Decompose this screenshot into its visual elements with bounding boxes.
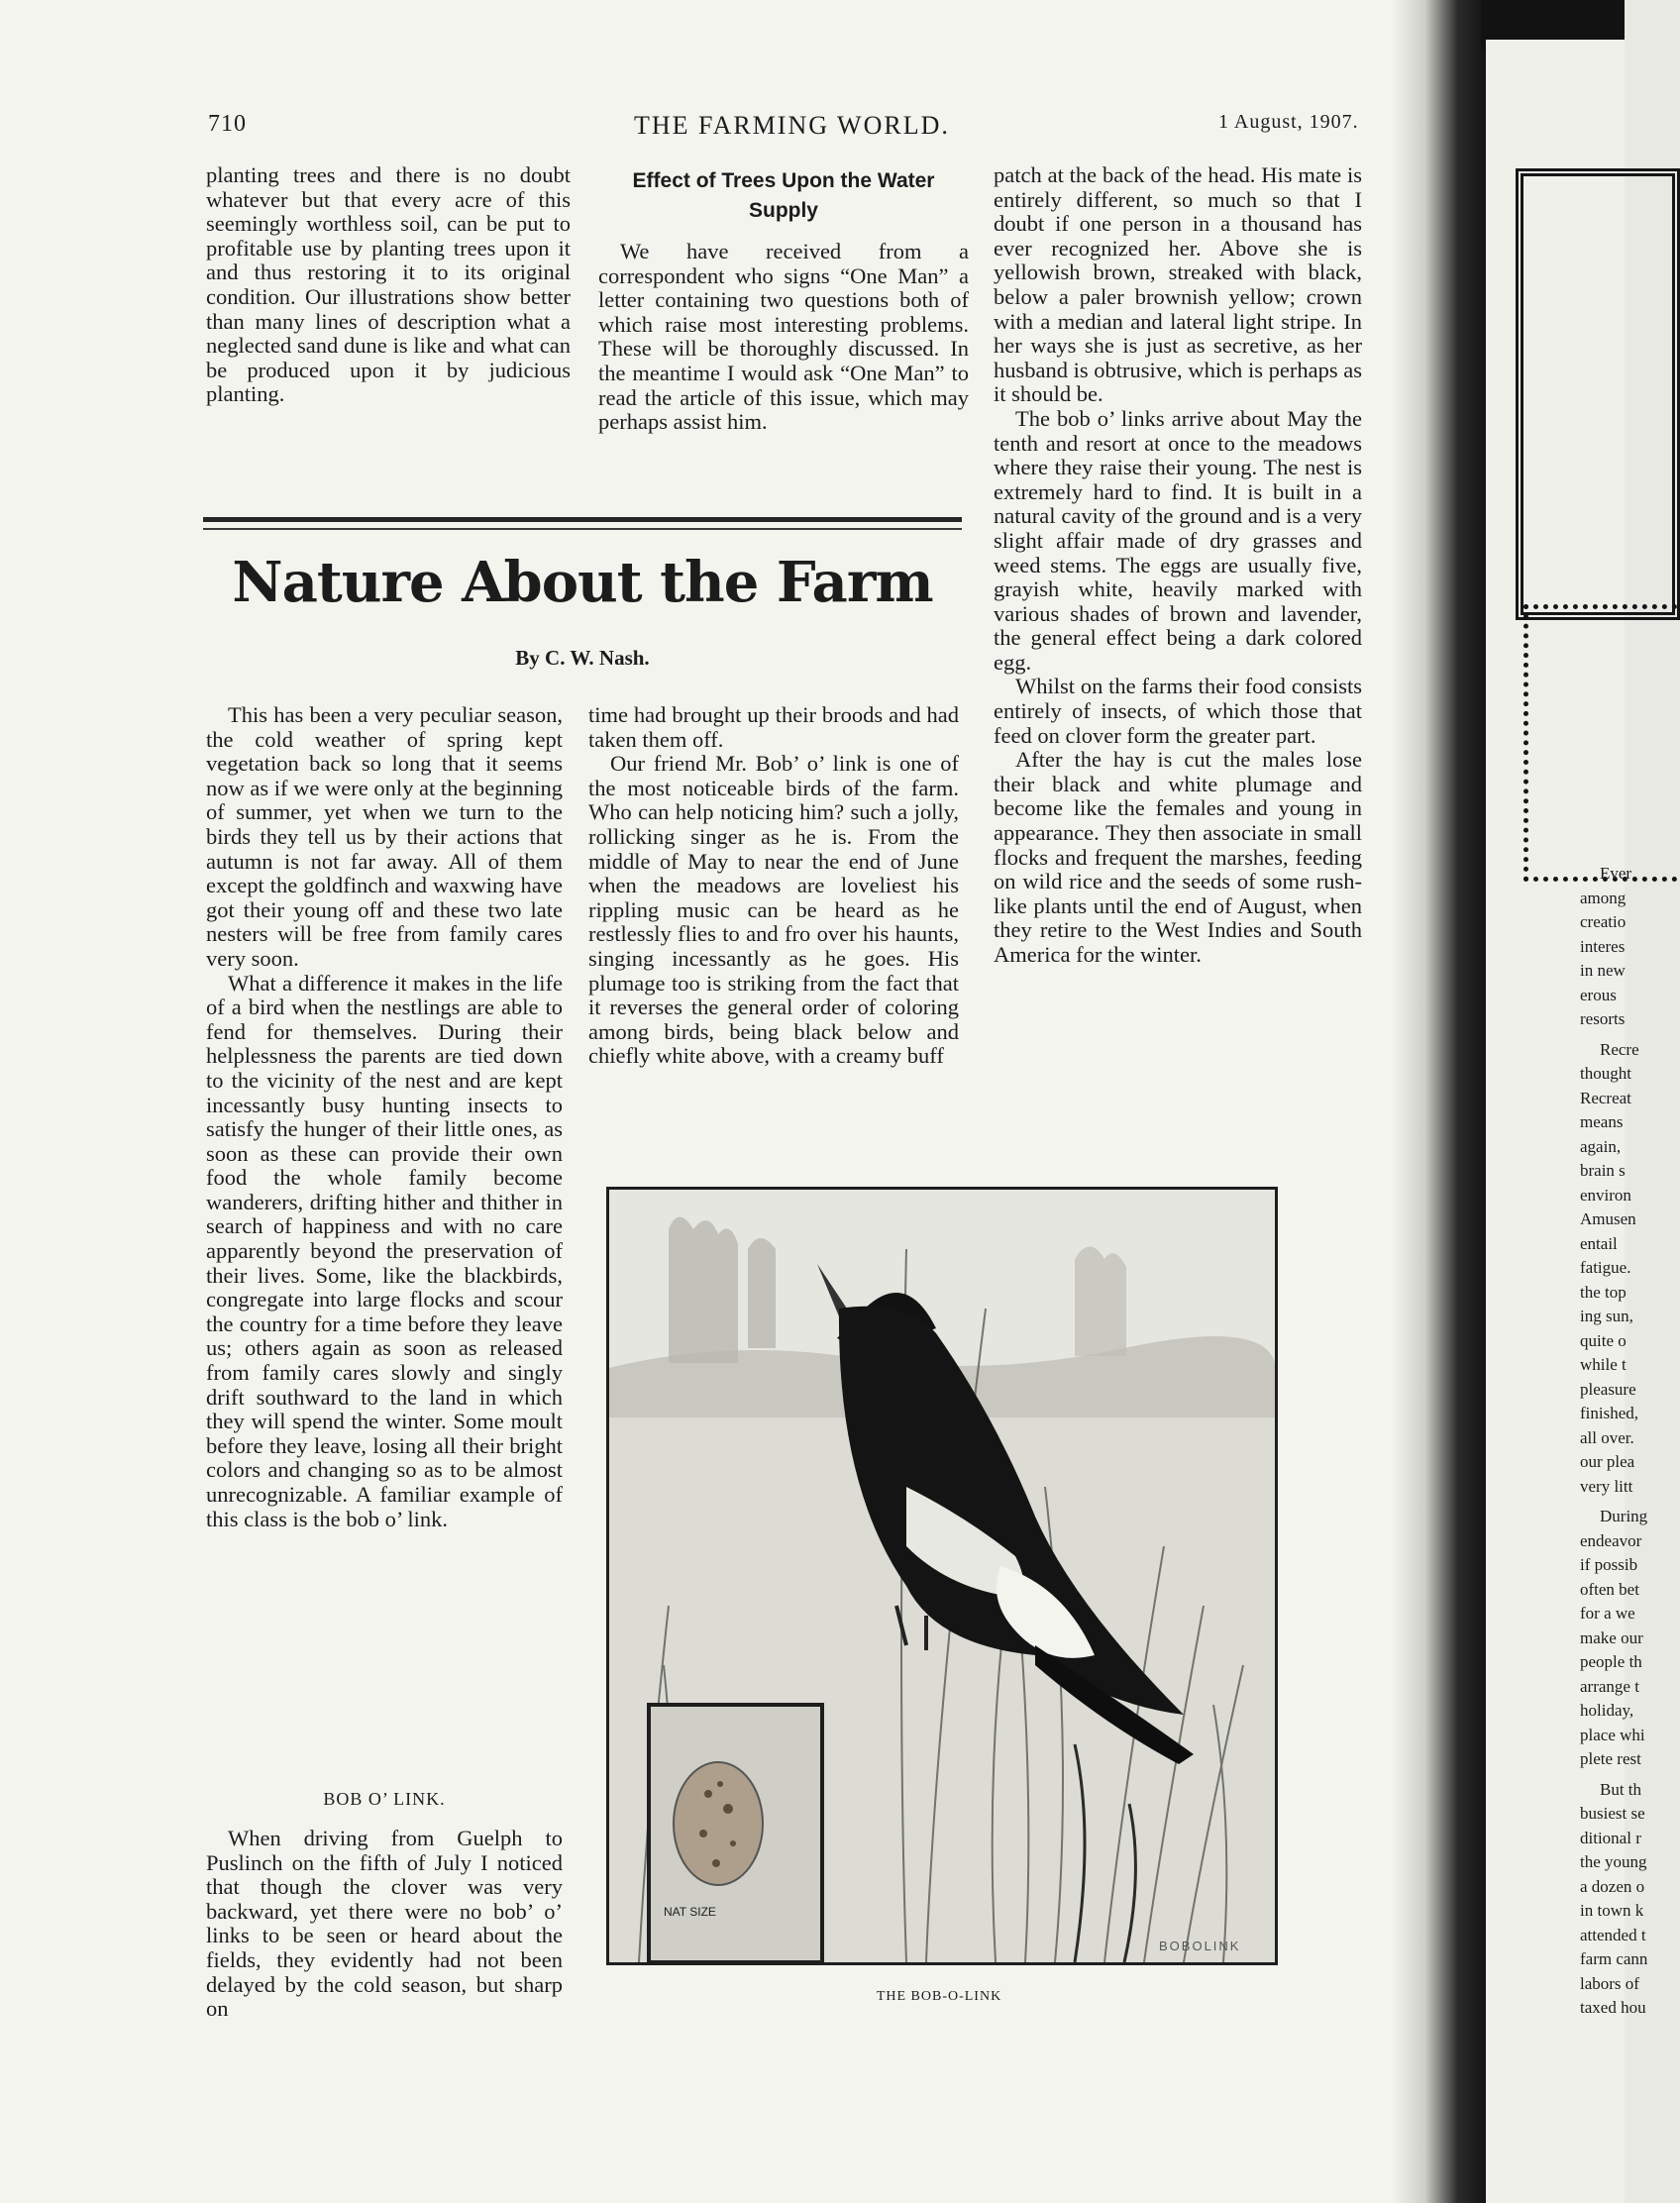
facing-page-line: labors of [1580, 1973, 1639, 1993]
facing-page-line: quite o [1580, 1330, 1627, 1350]
facing-page-line: During [1600, 1507, 1648, 1525]
article-column-2 [588, 703, 959, 1069]
facing-page-line: a dozen o [1580, 1876, 1645, 1896]
facing-page-line: ditional r [1580, 1828, 1641, 1847]
facing-page-line: in town k [1580, 1901, 1644, 1920]
facing-page-line: But th [1600, 1779, 1642, 1799]
facing-page-line: ing sun, [1580, 1307, 1633, 1325]
facing-page-line: thought [1580, 1064, 1631, 1083]
facing-page-line: plete rest [1580, 1749, 1641, 1768]
dotted-border [1523, 604, 1677, 882]
article-paragraph: The bob o’ links arrive about May the tenth and resort at once to the meadows where they raise their young. The nest is extremely hard to find. It is built in a natural cavity of the ground and is a very slight affair made of dry grasses and weed stems. The eggs are usually five, grayish white, heavily marked with various shades of brown and lavender, the general effect being a dark colored egg. [994, 405, 1362, 675]
inset-label: NAT SIZE [664, 1905, 716, 1919]
article-paragraph: Whilst on the farms their food consists entirely of insects, of which those that feed on clover form the greater part. [994, 674, 1362, 748]
facing-page-line: creatio [1580, 912, 1627, 931]
article-paragraph: This has been a very peculiar season, the cold weather of spring kept vegetation back so long that it seems now as if we were only at the beginning of summer, yet when we turn to the birds they tell us by their actions that autumn is not far away. All of them except the goldfinch and waxwing have got their young off and these two late nesters will be free from family cares very soon. [206, 702, 563, 971]
facing-page-line: environ [1580, 1185, 1631, 1205]
facing-page-line: endeavor [1580, 1530, 1642, 1550]
article-paragraph: What a difference it makes in the life of a bird when the nestlings are able to fend for themselves. During their helplessness the parents are tied down to the vicinity of the nest and are kept incessantly busy hunting insects to satisfy the hunger of their little ones, as soon as these can provide their own food the whole family become wanderers, drifting hither and thither in search of happiness and with no care apparently beyond the preservation of their lives. Some, like the blackbirds, congregate into large flocks and scour the country for a time before they leave us; others again as soon as released from family cares slowly and singly drift southward to the land in which they will spend the winter. Some moult before they leave, losing all their bright colors and changing so as to be almost unrecognizable. A familiar example of this class is the bob o’ link. [206, 970, 563, 1531]
figure-caption: THE BOB-O-LINK [876, 1989, 1002, 2004]
article-column-3 [994, 163, 1362, 968]
facing-page-line: busiest se [1580, 1804, 1645, 1823]
article-paragraph: After the hay is cut the males lose their black and white plumage and become like the females and young in appearance. They then associate in small flocks and frequent the marshes, feeding on wild rice and the seeds of some rush-like plants until the end of August, when they retire to the West Indies and South America for the winter. [994, 747, 1362, 967]
facing-page-line: if possib [1580, 1555, 1638, 1574]
facing-page-line: all over. [1580, 1427, 1634, 1447]
issue-date: 1 August, 1907. [1218, 111, 1359, 133]
facing-page-line: holiday, [1580, 1701, 1634, 1720]
facing-page-line: place whi [1580, 1725, 1645, 1744]
facing-page-line: Recre [1600, 1039, 1639, 1059]
ornamental-frame [1516, 168, 1680, 620]
section-rule-thin [203, 528, 962, 530]
water-article [598, 166, 969, 435]
water-article-heading: Effect of Trees Upon the Water Supply [632, 169, 935, 222]
facing-page-line: Ever [1600, 864, 1632, 883]
facing-page-line: often bet [1580, 1579, 1639, 1599]
intro-paragraph: planting trees and there is no doubt whatever but that every acre of this seemingly worthless soil, can be put to profitable use by planting trees upon it and thus restoring it to its original condition. Our illustrations show better than many lines of description what a neglected sand dune is like and what can be produced upon it by judicious planting. [206, 162, 571, 407]
facing-page-line: in new [1580, 961, 1626, 980]
facing-page-line: arrange t [1580, 1676, 1639, 1696]
facing-page-line: erous [1580, 985, 1617, 1004]
article-title: Nature About the Farm [232, 550, 933, 615]
facing-page-line: very litt [1580, 1476, 1633, 1496]
article-subheading: BOB O’ LINK. [323, 1789, 446, 1809]
facing-page-line: brain s [1580, 1161, 1626, 1180]
facing-page-line: finished, [1580, 1404, 1639, 1422]
facing-page-line: taxed hou [1580, 1998, 1646, 2017]
facing-page-line: people th [1580, 1652, 1642, 1671]
article-column-1 [206, 703, 563, 1531]
artist-signature: BOBOLINK [1159, 1939, 1241, 1953]
magazine-title: THE FARMING WORLD. [634, 111, 950, 140]
facing-page-line: our plea [1580, 1452, 1635, 1471]
facing-page-line: the top [1580, 1282, 1627, 1302]
facing-page-line: the young [1580, 1852, 1647, 1871]
article-paragraph: patch at the back of the head. His mate is entirely different, so much so that I doubt if one person in a thousand has ever recognized her. Above she is yellowish brown, streaked with black, below a paler brownish yellow; crown with a median and lateral light stripe. In her ways she is just as secretive, as her husband is obtrusive, which is perhaps as it should be. [994, 162, 1362, 407]
facing-page-line: attended t [1580, 1925, 1646, 1944]
facing-page-line: fatigue. [1580, 1258, 1631, 1277]
page-number: 710 [208, 111, 247, 137]
water-article-paragraph: We have received from a correspondent who signs “One Man” a letter containing two questions both of which raise most interesting problems. These will be thoroughly discussed. In the meantime I would ask “One Man” to read the article of this issue, which may perhaps assist him. [598, 239, 969, 435]
facing-page-line: resorts [1580, 1009, 1626, 1028]
facing-page-line: make our [1580, 1627, 1643, 1647]
facing-page-line: farm cann [1580, 1949, 1648, 1968]
facing-page-line: again, [1580, 1136, 1622, 1156]
facing-page-line: interes [1580, 936, 1626, 956]
facing-page [1486, 40, 1648, 2203]
article-paragraph: Our friend Mr. Bob’ o’ link is one of the most noticeable birds of the farm. Who can help noticing him? such a jolly, rollicking singer as he is. From the middle of May to near the end of June when the meadows are loveliest his rippling music can be heard as he restlessly flies to and fro over his haunts, singing incessantly as he goes. His plumage too is striking from the fact that it reverses the general order of coloring among birds, being black below and chiefly white above, with a creamy buff [588, 751, 959, 1069]
article-column-1-continued [206, 1827, 563, 2022]
facing-page-line: while t [1580, 1355, 1627, 1374]
facing-page-line: among [1580, 888, 1627, 907]
facing-page-line: pleasure [1580, 1379, 1636, 1399]
facing-page-line: Recreat [1580, 1088, 1631, 1107]
facing-page-line: for a we [1580, 1604, 1635, 1623]
intro-column [206, 163, 571, 407]
book-gutter [1392, 0, 1486, 2203]
facing-page-line: entail [1580, 1233, 1618, 1253]
article-byline: By C. W. Nash. [515, 646, 650, 670]
article-paragraph: time had brought up their broods and had taken them off. [588, 702, 959, 752]
article-paragraph: When driving from Guelph to Puslinch on the fifth of July I noticed that though the clover was very backward, yet there were no bob’ o’ links to be seen or heard about the fields, they evidently had not been delayed by the cold season, but sharp on [206, 1826, 563, 2022]
bobolink-drawing [609, 1190, 1275, 1962]
facing-page-line: means [1580, 1112, 1624, 1131]
section-rule [203, 517, 962, 522]
bobolink-illustration [606, 1187, 1278, 1965]
facing-page-line: Amusen [1580, 1209, 1636, 1228]
